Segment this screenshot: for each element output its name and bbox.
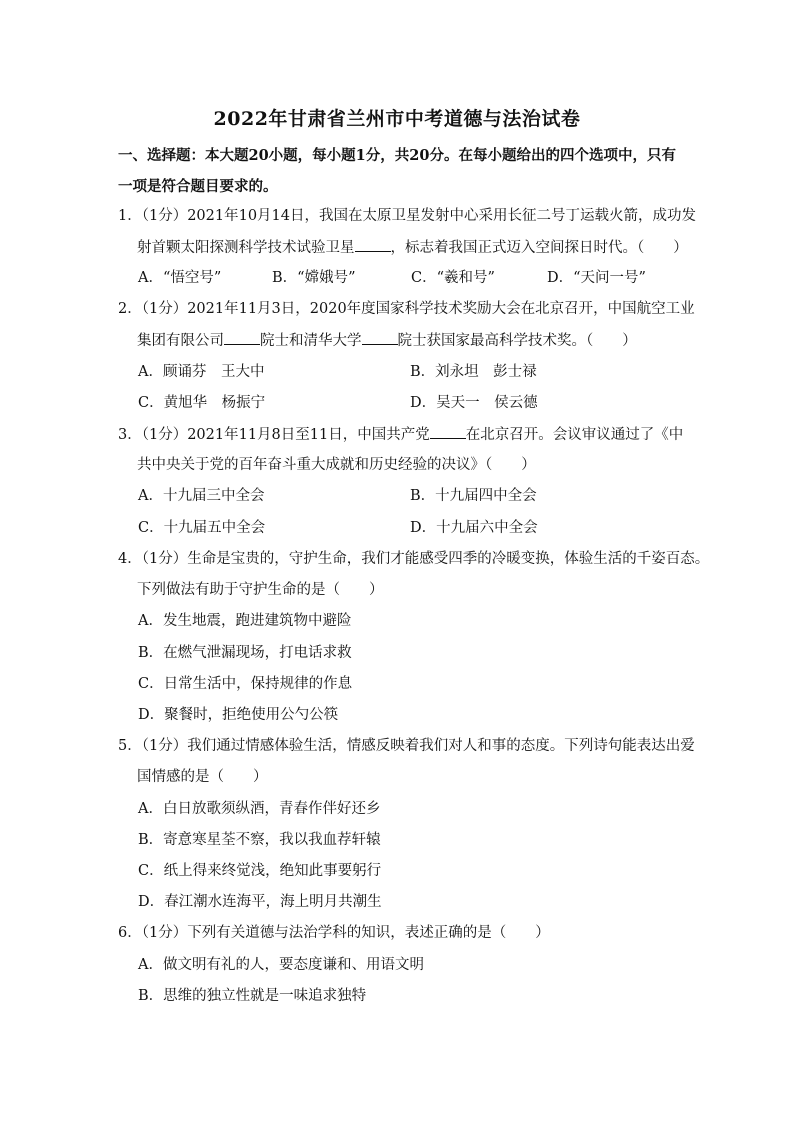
question-3-option-d: D．十九届六中全会: [410, 520, 538, 536]
question-5-line1: 5．（1分）我们通过情感体验生活，情感反映着我们对人和事的态度。下列诗句能表达出爱: [118, 738, 695, 754]
question-5-line2: 国情感的是（ ）: [137, 769, 268, 785]
question-4-line2: 下列做法有助于守护生命的是（ ）: [137, 582, 384, 598]
answer-blank: [224, 330, 260, 345]
question-5-option-b: B．寄意寒星荃不察，我以我血荐轩辕: [138, 832, 381, 848]
question-2-option-d: D．吴天一 侯云德: [410, 395, 538, 411]
question-1-option-d: D．“天问一号”: [547, 270, 646, 286]
question-6-option-b: B．思维的独立性就是一味追求独特: [138, 988, 367, 1004]
question-6-option-a: A．做文明有礼的人，要态度谦和、用语文明: [138, 957, 424, 973]
question-3-option-a: A．十九届三中全会: [138, 488, 265, 504]
page-title: 2022年甘肃省兰州市中考道德与法治试卷: [213, 108, 581, 130]
question-1-text-b: ，标志着我国正式迈入空间探日时代。（ ）: [390, 240, 688, 256]
question-2-text-b: 院士和清华大学: [260, 333, 362, 349]
question-5-option-d: D．春江潮水连海平，海上明月共潮生: [138, 894, 382, 910]
section-heading: [118, 140, 678, 202]
question-4-option-b: B．在燃气泄漏现场，打电话求救: [138, 645, 352, 661]
question-5-option-c: C．纸上得来终觉浅，绝知此事要躬行: [138, 863, 382, 879]
answer-blank: [362, 330, 398, 345]
question-1-option-a: A．“悟空号”: [138, 270, 222, 286]
question-2-option-b: B．刘永坦 彭士禄: [410, 364, 537, 380]
question-2-line1: 2．（1分）2021年11月3日，2020年度国家科学技术奖励大会在北京召开，中国航空工业: [118, 301, 695, 317]
question-1-line2: [137, 237, 688, 258]
question-1-option-b: B．“嫦娥号”: [272, 270, 356, 286]
question-3-option-c: C．十九届五中全会: [138, 520, 266, 536]
question-4-option-c: C．日常生活中，保持规律的作息: [138, 676, 353, 692]
question-2-option-a: A．顾诵芬 王大中: [138, 364, 265, 380]
question-2-text-a: 集团有限公司: [137, 333, 224, 349]
question-1-option-c: C．“羲和号”: [411, 270, 495, 286]
question-2-line2: [137, 330, 637, 351]
answer-blank: [430, 424, 466, 439]
question-4-option-d: D．聚餐时，拒绝使用公勺公筷: [138, 707, 339, 723]
question-1-text-a: 射首颗太阳探测科学技术试验卫星: [137, 240, 355, 256]
question-2-option-c: C．黄旭华 杨振宁: [138, 395, 266, 411]
question-3-line2: 共中央关于党的百年奋斗重大成就和历史经验的决议》（ ）: [137, 457, 536, 473]
answer-blank: [355, 237, 391, 252]
section-heading-line1: 一、选择题：本大题20小题，每小题1分，共20分。在每小题给出的四个选项中，只有: [118, 147, 676, 164]
question-1-line1: 1．（1分）2021年10月14日，我国在太原卫星发射中心采用长征二号丁运载火箭，成功发: [118, 208, 697, 224]
question-6-line1: 6．（1分）下列有关道德与法治学科的知识，表述正确的是（ ）: [118, 925, 550, 941]
question-2-text-c: 院士获国家最高科学技术奖。（ ）: [397, 333, 637, 349]
question-5-option-a: A．白日放歌须纵酒，青春作伴好还乡: [138, 801, 381, 817]
question-3-option-b: B．十九届四中全会: [410, 488, 537, 504]
question-3-text-a: 3．（1分）2021年11月8日至11日，中国共产党: [118, 427, 430, 443]
question-4-option-a: A．发生地震，跑进建筑物中避险: [138, 613, 352, 629]
section-heading-line2: 一项是符合题目要求的。: [118, 178, 278, 195]
question-3-line1: [118, 424, 683, 445]
question-3-text-b: 在北京召开。会议审议通过了《中: [465, 427, 684, 443]
question-4-line1: 4．（1分）生命是宝贵的，守护生命，我们才能感受四季的冷暖变换，体验生活的千姿百态。: [118, 551, 710, 567]
